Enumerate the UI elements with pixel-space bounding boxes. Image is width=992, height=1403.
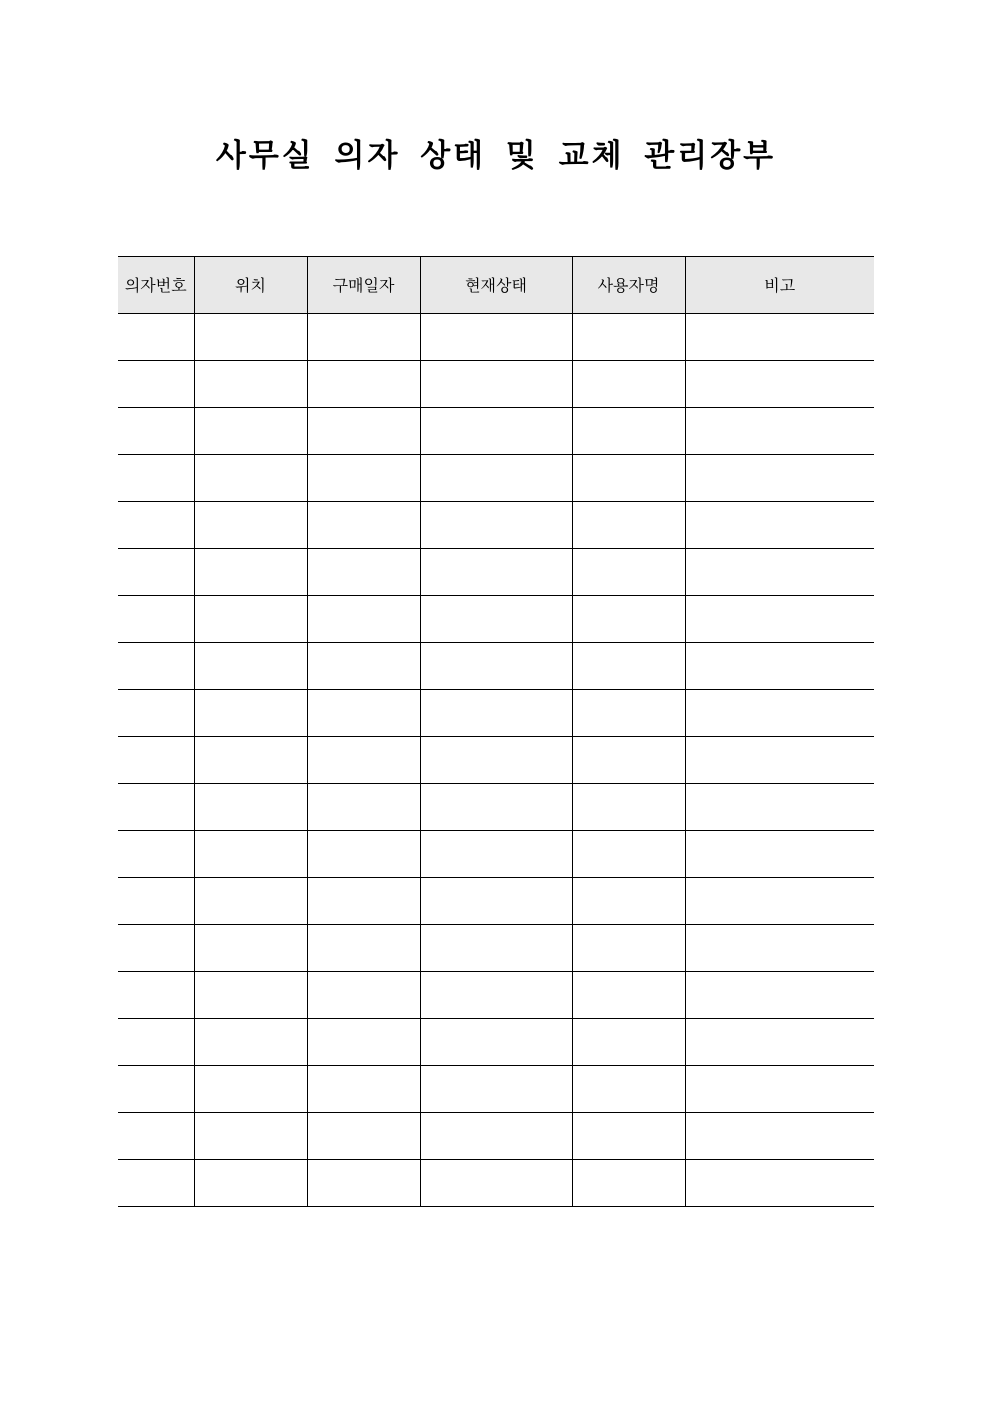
- cell-remarks: [685, 925, 874, 972]
- cell-chair-number: [118, 925, 194, 972]
- cell-purchase-date: [307, 925, 420, 972]
- table-row: [118, 1066, 874, 1113]
- cell-remarks: [685, 361, 874, 408]
- header-remarks: 비고: [685, 257, 874, 314]
- cell-remarks: [685, 596, 874, 643]
- cell-location: [194, 831, 307, 878]
- cell-purchase-date: [307, 455, 420, 502]
- cell-user-name: [572, 925, 685, 972]
- table-body: [118, 314, 874, 1207]
- cell-location: [194, 1160, 307, 1207]
- cell-purchase-date: [307, 596, 420, 643]
- cell-purchase-date: [307, 784, 420, 831]
- cell-current-status: [420, 737, 572, 784]
- table-row: [118, 737, 874, 784]
- cell-chair-number: [118, 408, 194, 455]
- cell-current-status: [420, 690, 572, 737]
- cell-remarks: [685, 972, 874, 1019]
- cell-purchase-date: [307, 502, 420, 549]
- cell-chair-number: [118, 361, 194, 408]
- cell-purchase-date: [307, 1019, 420, 1066]
- cell-chair-number: [118, 549, 194, 596]
- cell-purchase-date: [307, 878, 420, 925]
- cell-remarks: [685, 455, 874, 502]
- cell-current-status: [420, 502, 572, 549]
- cell-remarks: [685, 784, 874, 831]
- header-row: [118, 257, 874, 314]
- cell-user-name: [572, 1019, 685, 1066]
- cell-chair-number: [118, 784, 194, 831]
- cell-chair-number: [118, 878, 194, 925]
- cell-location: [194, 690, 307, 737]
- cell-chair-number: [118, 1066, 194, 1113]
- cell-current-status: [420, 596, 572, 643]
- cell-current-status: [420, 549, 572, 596]
- cell-purchase-date: [307, 831, 420, 878]
- cell-user-name: [572, 596, 685, 643]
- table-row: [118, 408, 874, 455]
- cell-chair-number: [118, 831, 194, 878]
- table-row: [118, 831, 874, 878]
- cell-remarks: [685, 878, 874, 925]
- cell-location: [194, 972, 307, 1019]
- cell-purchase-date: [307, 549, 420, 596]
- cell-chair-number: [118, 737, 194, 784]
- table-row: [118, 1113, 874, 1160]
- cell-user-name: [572, 737, 685, 784]
- cell-location: [194, 1066, 307, 1113]
- header-current-status: 현재상태: [420, 257, 572, 314]
- table-row: [118, 878, 874, 925]
- cell-purchase-date: [307, 737, 420, 784]
- cell-remarks: [685, 690, 874, 737]
- header-chair-number: 의자번호: [118, 257, 194, 314]
- table-row: [118, 455, 874, 502]
- cell-remarks: [685, 737, 874, 784]
- table-row: [118, 690, 874, 737]
- cell-remarks: [685, 314, 874, 361]
- cell-user-name: [572, 502, 685, 549]
- cell-location: [194, 455, 307, 502]
- table-row: [118, 925, 874, 972]
- table-row: [118, 596, 874, 643]
- table-row: [118, 1160, 874, 1207]
- cell-purchase-date: [307, 1113, 420, 1160]
- cell-chair-number: [118, 314, 194, 361]
- cell-user-name: [572, 1113, 685, 1160]
- cell-location: [194, 502, 307, 549]
- cell-current-status: [420, 455, 572, 502]
- cell-purchase-date: [307, 408, 420, 455]
- cell-user-name: [572, 455, 685, 502]
- cell-chair-number: [118, 455, 194, 502]
- table-row: [118, 972, 874, 1019]
- cell-location: [194, 784, 307, 831]
- page-title: 사무실 의자 상태 및 교체 관리장부: [215, 138, 777, 174]
- cell-remarks: [685, 549, 874, 596]
- cell-location: [194, 1019, 307, 1066]
- cell-purchase-date: [307, 1066, 420, 1113]
- cell-location: [194, 361, 307, 408]
- cell-remarks: [685, 502, 874, 549]
- cell-user-name: [572, 549, 685, 596]
- cell-location: [194, 314, 307, 361]
- cell-current-status: [420, 1113, 572, 1160]
- cell-current-status: [420, 784, 572, 831]
- cell-user-name: [572, 643, 685, 690]
- cell-user-name: [572, 1160, 685, 1207]
- cell-current-status: [420, 831, 572, 878]
- cell-user-name: [572, 831, 685, 878]
- cell-chair-number: [118, 643, 194, 690]
- table-row: [118, 1019, 874, 1066]
- cell-chair-number: [118, 596, 194, 643]
- header-location: 위치: [194, 257, 307, 314]
- cell-chair-number: [118, 1019, 194, 1066]
- table-row: [118, 502, 874, 549]
- cell-user-name: [572, 314, 685, 361]
- cell-current-status: [420, 1066, 572, 1113]
- cell-chair-number: [118, 690, 194, 737]
- cell-remarks: [685, 643, 874, 690]
- cell-location: [194, 878, 307, 925]
- cell-current-status: [420, 878, 572, 925]
- chair-ledger-table: [118, 256, 874, 1207]
- cell-location: [194, 1113, 307, 1160]
- table-row: [118, 643, 874, 690]
- cell-current-status: [420, 1019, 572, 1066]
- cell-remarks: [685, 831, 874, 878]
- table-row: [118, 784, 874, 831]
- cell-user-name: [572, 878, 685, 925]
- cell-current-status: [420, 314, 572, 361]
- cell-current-status: [420, 408, 572, 455]
- cell-remarks: [685, 1019, 874, 1066]
- table-row: [118, 361, 874, 408]
- cell-location: [194, 737, 307, 784]
- cell-remarks: [685, 1113, 874, 1160]
- cell-purchase-date: [307, 690, 420, 737]
- cell-chair-number: [118, 1113, 194, 1160]
- cell-purchase-date: [307, 314, 420, 361]
- cell-chair-number: [118, 1160, 194, 1207]
- cell-purchase-date: [307, 1160, 420, 1207]
- cell-user-name: [572, 784, 685, 831]
- cell-current-status: [420, 361, 572, 408]
- cell-chair-number: [118, 972, 194, 1019]
- cell-location: [194, 596, 307, 643]
- cell-current-status: [420, 643, 572, 690]
- cell-user-name: [572, 1066, 685, 1113]
- cell-chair-number: [118, 502, 194, 549]
- cell-user-name: [572, 361, 685, 408]
- header-user-name: 사용자명: [572, 257, 685, 314]
- table-header: [118, 257, 874, 314]
- cell-user-name: [572, 690, 685, 737]
- cell-location: [194, 549, 307, 596]
- cell-user-name: [572, 408, 685, 455]
- cell-purchase-date: [307, 643, 420, 690]
- table-row: [118, 314, 874, 361]
- cell-current-status: [420, 925, 572, 972]
- cell-remarks: [685, 1066, 874, 1113]
- cell-user-name: [572, 972, 685, 1019]
- cell-remarks: [685, 1160, 874, 1207]
- cell-location: [194, 408, 307, 455]
- table-row: [118, 549, 874, 596]
- cell-current-status: [420, 972, 572, 1019]
- cell-location: [194, 925, 307, 972]
- cell-purchase-date: [307, 972, 420, 1019]
- cell-remarks: [685, 408, 874, 455]
- header-purchase-date: 구매일자: [307, 257, 420, 314]
- cell-current-status: [420, 1160, 572, 1207]
- cell-location: [194, 643, 307, 690]
- cell-purchase-date: [307, 361, 420, 408]
